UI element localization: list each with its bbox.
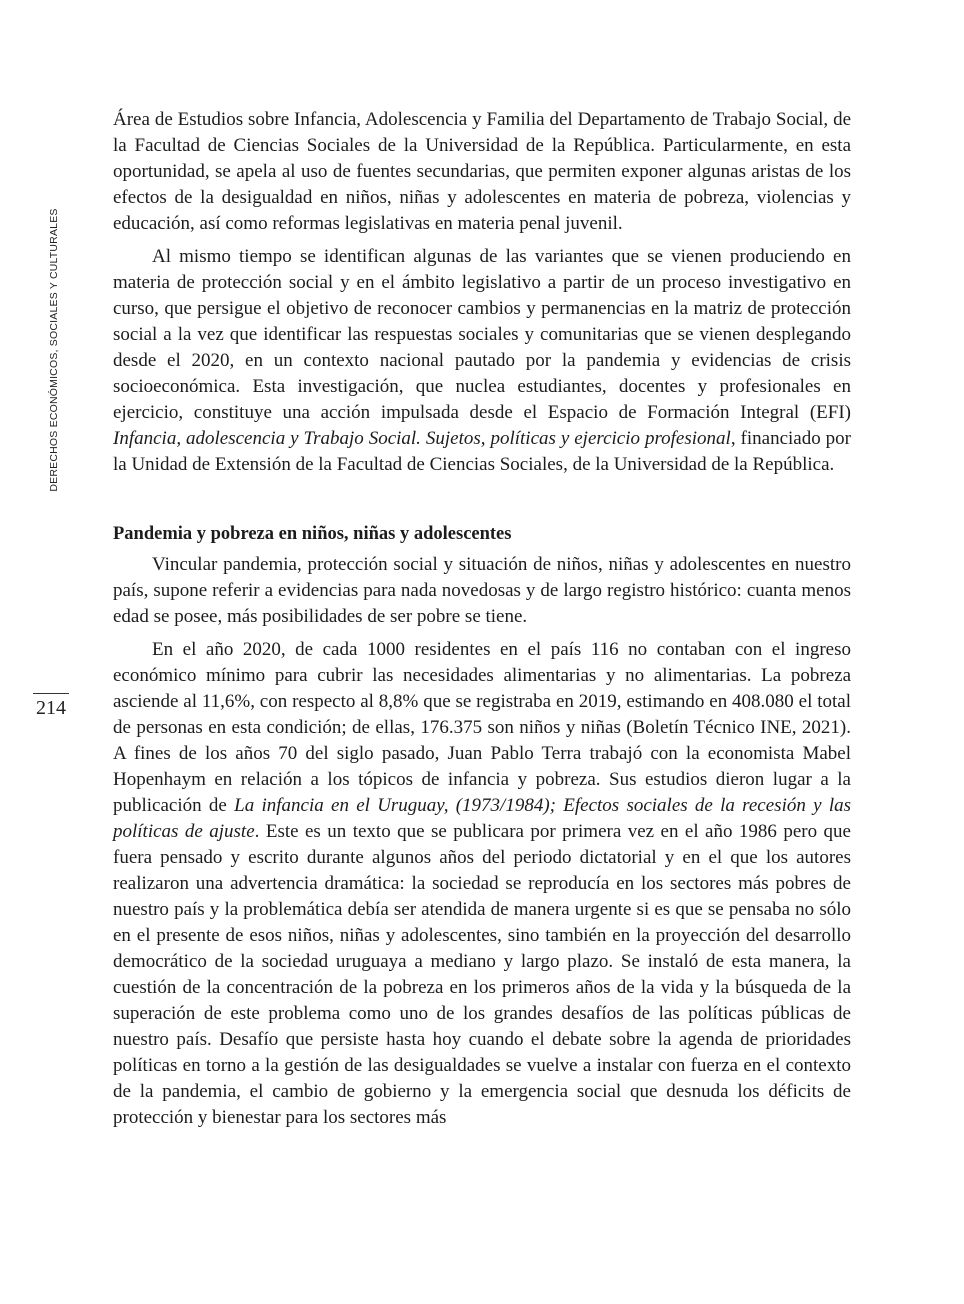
paragraph-text: , financiado por la Unidad de Extensión de la Facultad de Ciencias Sociales, de la Universidad de la República.	[113, 428, 851, 475]
body-text	[113, 107, 851, 1131]
publication-title-italic: La infancia en el Uruguay, (1973/1984); Efectos sociales de la recesión y las políticas de ajuste	[113, 795, 851, 842]
paragraph-text: . Este es un texto que se publicara por primera vez en el año 1986 pero que fuera pensado y escrito durante algunos años del periodo dictatorial y en el que los autores realizaron una advertencia dramática: la sociedad se reproducía en los sectores más pobres de nuestro país y la problemática debía ser atendida de manera urgente si es que se pensaba no sólo en el presente de esos niños, niñas y adolescentes, sino también en la proyección del desarrollo democrático de la sociedad uruguaya a mediano y largo plazo. Se instaló de esta manera, la cuestión de la concentración de la pobreza en los primeros años de la vida y la búsqueda de la superación de este problema como uno de los grandes desafíos de las políticas públicas de nuestro país. Desafío que persiste hasta hoy cuando el debate sobre la agenda de prioridades políticas en torno a la gestión de las desigualdades se vuelve a instalar con fuerza en el contexto de la pandemia, el cambio de gobierno y la emergencia social que desnuda los déficits de protección y bienestar para los sectores más	[113, 821, 851, 1128]
paragraph-pandemic-protection: Vincular pandemia, protección social y situación de niños, niñas y adolescentes en nuestro país, supone referir a evidencias para nada novedosas y de largo registro histórico: cuanta menos edad se posee, más posibilidades de ser pobre se tiene.	[113, 554, 851, 627]
running-head: DERECHOS ECONÓMICOS, SOCIALES Y CULTURALES	[48, 208, 60, 492]
paragraph-intro-continuation: Área de Estudios sobre Infancia, Adolescencia y Familia del Departamento de Trabajo Social, de la Facultad de Ciencias Sociales de la Universidad de la República. Particularmente, en esta oportunidad, se apela al uso de fuentes secundarias, que permiten exponer algunas aristas de los efectos de la desigualdad en niños, niñas y adolescentes en materia de pobreza, violencias y educación, así como reformas legislativas en materia penal juvenil.	[113, 109, 851, 234]
page-number-rule	[33, 693, 69, 694]
paragraph-poverty-data	[113, 637, 851, 1131]
paragraph-research-context	[113, 244, 851, 478]
paragraph-text: Al mismo tiempo se identifican algunas de las variantes que se vienen produciendo en materia de protección social y en el ámbito legislativo a partir de un proceso investigativo en curso, que persigue el objetivo de reconocer cambios y permanencias en la matriz de protección social a la vez que identificar las respuestas sociales y comunitarias que se vienen desplegando desde el 2020, en un contexto nacional pautado por la pandemia y evidencias de crisis socioeconómica. Esta investigación, que nuclea estudiantes, docentes y profesionales en ejercicio, constituye una acción impulsada desde el Espacio de Formación Integral (EFI)	[113, 246, 851, 423]
paragraph-text: En el año 2020, de cada 1000 residentes en el país 116 no contaban con el ingreso económico mínimo para cubrir las necesidades alimentarias y no alimentarias. La pobreza asciende al 11,6%, con respecto al 8,8% que se registraba en 2019, estimando en 408.080 el total de personas en esta condición; de ellas, 176.375 son niños y niñas (Boletín Técnico INE, 2021). A fines de los años 70 del siglo pasado, Juan Pablo Terra trabajó con la economista Mabel Hopenhaym en relación a los tópicos de infancia y pobreza. Sus estudios dieron lugar a la publicación de	[113, 639, 851, 816]
page-number: 214	[36, 697, 66, 719]
efi-title-italic: Infancia, adolescencia y Trabajo Social. Sujetos, políticas y ejercicio profesional	[113, 428, 731, 449]
section-heading: Pandemia y pobreza en niños, niñas y adolescentes	[113, 524, 512, 544]
